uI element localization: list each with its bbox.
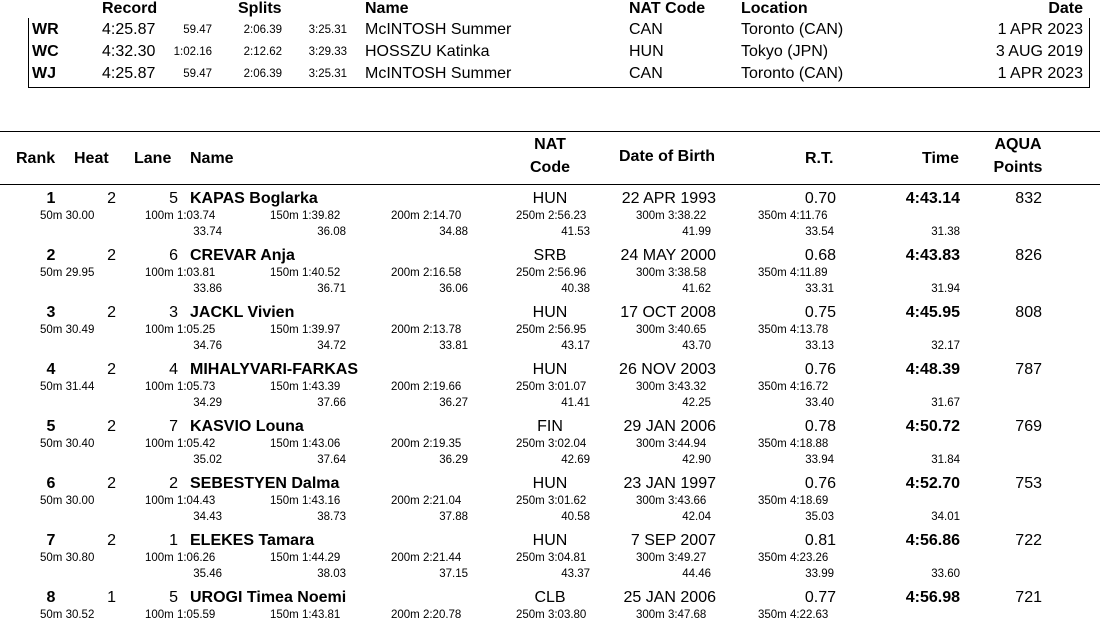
split-diff-300m: 41.99: [682, 226, 711, 238]
result-name: JACKL Vivien: [190, 304, 295, 321]
split-diff-150m: 38.03: [317, 568, 346, 580]
split-diff-300m: 42.90: [682, 454, 711, 466]
record-location: Toronto (CAN): [741, 65, 844, 82]
split-diff-200m: 36.29: [439, 454, 468, 466]
record-type: WJ: [32, 65, 56, 82]
split-300m: 300m 3:43.32: [636, 381, 707, 393]
record-name: HOSSZU Katinka: [365, 43, 490, 60]
split-150m: 150m 1:43.16: [270, 495, 341, 507]
split-diff-400m: 34.01: [931, 511, 960, 523]
record-split-2: 2:12.62: [243, 46, 282, 58]
split-300m: 300m 3:43.66: [636, 495, 707, 507]
split-250m: 250m 3:03.80: [516, 609, 587, 621]
split-350m: 350m 4:16.72: [758, 381, 829, 393]
result-reaction-time: 0.77: [804, 589, 836, 606]
record-location: Toronto (CAN): [741, 21, 844, 38]
result-time: 4:52.70: [905, 475, 960, 492]
result-rank: 4: [46, 361, 56, 378]
result-name: ELEKES Tamara: [190, 532, 315, 549]
records-header-record: Record: [102, 0, 158, 17]
split-200m: 200m 2:19.66: [391, 381, 462, 393]
record-split-3: 3:29.33: [308, 46, 347, 58]
split-50m: 50m 31.44: [40, 381, 95, 393]
record-type: WC: [32, 43, 59, 60]
result-rank: 7: [46, 532, 56, 549]
split-250m: 250m 3:01.07: [516, 381, 587, 393]
record-split-1: 59.47: [183, 68, 212, 80]
results-header-lane: Lane: [134, 150, 172, 167]
result-dob: 26 NOV 2003: [619, 361, 716, 378]
split-150m: 150m 1:44.29: [270, 552, 341, 564]
result-reaction-time: 0.68: [804, 247, 836, 264]
split-diff-200m: 34.88: [439, 226, 468, 238]
split-diff-400m: 33.60: [931, 568, 960, 580]
split-300m: 300m 3:44.94: [636, 438, 707, 450]
split-50m: 50m 30.40: [40, 438, 95, 450]
split-200m: 200m 2:16.58: [391, 267, 462, 279]
result-lane: 5: [169, 589, 178, 606]
record-type: WR: [32, 21, 59, 38]
records-header-nat: NAT Code: [629, 0, 706, 17]
result-rank: 2: [46, 247, 56, 264]
split-diff-350m: 33.54: [805, 226, 834, 238]
results-top-border: [0, 131, 1100, 132]
split-diff-250m: 41.41: [561, 397, 590, 409]
split-100m: 100m 1:05.42: [145, 438, 216, 450]
split-250m: 250m 3:01.62: [516, 495, 587, 507]
split-diff-250m: 41.53: [561, 226, 590, 238]
result-time: 4:56.98: [905, 589, 960, 606]
result-lane: 6: [169, 247, 178, 264]
result-reaction-time: 0.78: [804, 418, 836, 435]
split-350m: 350m 4:11.76: [758, 210, 828, 222]
result-points: 787: [1015, 361, 1042, 378]
record-nat: HUN: [629, 43, 664, 60]
records-bottom-border: [28, 87, 1090, 88]
result-heat: 2: [107, 475, 116, 492]
split-300m: 300m 3:40.65: [636, 324, 707, 336]
result-name: SEBESTYEN Dalma: [190, 475, 340, 492]
result-reaction-time: 0.81: [804, 532, 836, 549]
split-100m: 100m 1:05.25: [145, 324, 216, 336]
result-lane: 7: [169, 418, 178, 435]
split-diff-250m: 43.17: [561, 340, 590, 352]
split-50m: 50m 30.00: [40, 210, 95, 222]
split-diff-300m: 44.46: [682, 568, 711, 580]
split-diff-100m: 35.46: [193, 568, 222, 580]
split-50m: 50m 29.95: [40, 267, 95, 279]
result-dob: 29 JAN 2006: [623, 418, 716, 435]
split-diff-250m: 40.58: [561, 511, 590, 523]
split-250m: 250m 2:56.96: [516, 267, 587, 279]
results-header-heat: Heat: [74, 150, 109, 167]
result-dob: 25 JAN 2006: [623, 589, 716, 606]
result-points: 722: [1015, 532, 1042, 549]
split-diff-400m: 31.67: [931, 397, 960, 409]
result-points: 721: [1015, 589, 1042, 606]
split-100m: 100m 1:03.81: [145, 267, 216, 279]
results-header-dob: Date of Birth: [619, 148, 715, 165]
split-diff-150m: 34.72: [317, 340, 346, 352]
results-header-nat: NAT: [534, 136, 566, 153]
records-header-splits: Splits: [238, 0, 282, 17]
split-diff-100m: 33.74: [193, 226, 222, 238]
split-250m: 250m 3:04.81: [516, 552, 587, 564]
split-200m: 200m 2:19.35: [391, 438, 462, 450]
result-name: CREVAR Anja: [190, 247, 295, 264]
records-header-location: Location: [741, 0, 808, 17]
split-diff-350m: 33.40: [805, 397, 834, 409]
record-time: 4:25.87: [102, 21, 156, 38]
split-200m: 200m 2:13.78: [391, 324, 462, 336]
results-header-aqua: AQUA: [994, 136, 1042, 153]
record-split-2: 2:06.39: [243, 24, 282, 36]
results-header-time: Time: [922, 150, 960, 167]
record-nat: CAN: [629, 21, 663, 38]
result-nat: CLB: [534, 589, 566, 606]
split-diff-150m: 36.71: [317, 283, 346, 295]
split-200m: 200m 2:14.70: [391, 210, 462, 222]
split-100m: 100m 1:03.74: [145, 210, 216, 222]
result-dob: 24 MAY 2000: [620, 247, 716, 264]
split-150m: 150m 1:43.81: [270, 609, 341, 621]
split-diff-400m: 31.38: [931, 226, 960, 238]
split-150m: 150m 1:43.39: [270, 381, 341, 393]
split-diff-300m: 43.70: [682, 340, 711, 352]
split-diff-100m: 33.86: [193, 283, 222, 295]
result-dob: 7 SEP 2007: [630, 532, 716, 549]
split-200m: 200m 2:20.78: [391, 609, 462, 621]
result-reaction-time: 0.76: [804, 475, 836, 492]
split-350m: 350m 4:18.69: [758, 495, 829, 507]
split-100m: 100m 1:05.73: [145, 381, 216, 393]
result-lane: 5: [169, 190, 178, 207]
result-reaction-time: 0.75: [804, 304, 836, 321]
split-diff-400m: 32.17: [931, 340, 960, 352]
records-header-date: Date: [1048, 0, 1083, 17]
split-150m: 150m 1:39.97: [270, 324, 341, 336]
result-time: 4:45.95: [905, 304, 960, 321]
split-350m: 350m 4:11.89: [758, 267, 828, 279]
split-150m: 150m 1:43.06: [270, 438, 341, 450]
split-diff-150m: 36.08: [317, 226, 346, 238]
split-300m: 300m 3:38.58: [636, 267, 707, 279]
result-time: 4:43.83: [905, 247, 960, 264]
split-diff-300m: 41.62: [682, 283, 711, 295]
result-points: 769: [1015, 418, 1042, 435]
split-300m: 300m 3:47.68: [636, 609, 707, 621]
split-diff-400m: 31.94: [931, 283, 960, 295]
result-points: 826: [1015, 247, 1042, 264]
split-250m: 250m 3:02.04: [516, 438, 587, 450]
split-diff-350m: 35.03: [805, 511, 834, 523]
split-diff-100m: 34.76: [193, 340, 222, 352]
result-time: 4:48.39: [905, 361, 960, 378]
split-50m: 50m 30.52: [40, 609, 95, 621]
result-heat: 2: [107, 190, 116, 207]
results-header-name: Name: [190, 150, 234, 167]
record-name: McINTOSH Summer: [365, 65, 512, 82]
results-header-bottom-border: [0, 184, 1100, 185]
results-header-rt: R.T.: [805, 150, 834, 167]
record-split-3: 3:25.31: [308, 24, 347, 36]
split-diff-250m: 40.38: [561, 283, 590, 295]
split-100m: 100m 1:04.43: [145, 495, 216, 507]
split-diff-350m: 33.13: [805, 340, 834, 352]
split-diff-400m: 31.84: [931, 454, 960, 466]
split-diff-150m: 38.73: [317, 511, 346, 523]
split-50m: 50m 30.49: [40, 324, 95, 336]
record-split-1: 1:02.16: [173, 46, 212, 58]
result-name: MIHALYVARI-FARKAS: [190, 361, 359, 378]
result-heat: 2: [107, 361, 116, 378]
record-location: Tokyo (JPN): [741, 43, 829, 60]
split-diff-200m: 37.88: [439, 511, 468, 523]
result-reaction-time: 0.76: [804, 361, 836, 378]
result-lane: 3: [169, 304, 178, 321]
result-name: UROGI Timea Noemi: [190, 589, 347, 606]
result-time: 4:50.72: [905, 418, 960, 435]
split-300m: 300m 3:49.27: [636, 552, 707, 564]
split-diff-100m: 34.29: [193, 397, 222, 409]
split-100m: 100m 1:05.59: [145, 609, 216, 621]
result-points: 832: [1015, 190, 1042, 207]
result-nat: HUN: [532, 304, 568, 321]
result-lane: 2: [169, 475, 178, 492]
split-50m: 50m 30.00: [40, 495, 95, 507]
split-50m: 50m 30.80: [40, 552, 95, 564]
result-nat: HUN: [532, 190, 568, 207]
record-date: 1 APR 2023: [997, 21, 1083, 38]
split-diff-350m: 33.31: [805, 283, 834, 295]
split-diff-250m: 43.37: [561, 568, 590, 580]
split-350m: 350m 4:13.78: [758, 324, 829, 336]
result-time: 4:43.14: [905, 190, 960, 207]
result-name: KAPAS Boglarka: [190, 190, 318, 207]
records-left-border: [28, 18, 29, 87]
split-diff-150m: 37.66: [317, 397, 346, 409]
result-heat: 2: [107, 532, 116, 549]
result-reaction-time: 0.70: [804, 190, 836, 207]
result-name: KASVIO Louna: [190, 418, 304, 435]
result-time: 4:56.86: [905, 532, 960, 549]
result-lane: 4: [169, 361, 178, 378]
result-nat: HUN: [532, 532, 568, 549]
split-diff-200m: 36.27: [439, 397, 468, 409]
split-250m: 250m 2:56.95: [516, 324, 587, 336]
split-350m: 350m 4:22.63: [758, 609, 829, 621]
split-100m: 100m 1:06.26: [145, 552, 216, 564]
split-150m: 150m 1:39.82: [270, 210, 341, 222]
record-date: 1 APR 2023: [997, 65, 1083, 82]
split-diff-300m: 42.04: [682, 511, 711, 523]
split-200m: 200m 2:21.04: [391, 495, 462, 507]
result-rank: 6: [46, 475, 56, 492]
results-header-points: Points: [993, 159, 1043, 176]
record-time: 4:32.30: [102, 43, 156, 60]
record-nat: CAN: [629, 65, 663, 82]
record-date: 3 AUG 2019: [995, 43, 1083, 60]
split-diff-100m: 35.02: [193, 454, 222, 466]
split-300m: 300m 3:38.22: [636, 210, 707, 222]
record-split-3: 3:25.31: [308, 68, 347, 80]
result-heat: 2: [107, 418, 116, 435]
result-points: 753: [1015, 475, 1042, 492]
result-nat: HUN: [532, 475, 568, 492]
split-diff-300m: 42.25: [682, 397, 711, 409]
result-rank: 1: [46, 190, 56, 207]
result-nat: HUN: [532, 361, 568, 378]
split-200m: 200m 2:21.44: [391, 552, 462, 564]
result-rank: 3: [46, 304, 56, 321]
split-diff-250m: 42.69: [561, 454, 590, 466]
record-split-1: 59.47: [183, 24, 212, 36]
result-rank: 8: [46, 589, 56, 606]
split-diff-200m: 37.15: [439, 568, 468, 580]
split-350m: 350m 4:23.26: [758, 552, 829, 564]
result-dob: 17 OCT 2008: [620, 304, 716, 321]
result-rank: 5: [46, 418, 56, 435]
split-diff-200m: 33.81: [439, 340, 468, 352]
result-heat: 1: [107, 589, 116, 606]
records-right-border: [1089, 18, 1090, 87]
result-nat: FIN: [537, 418, 563, 435]
result-dob: 23 JAN 1997: [623, 475, 716, 492]
results-header-rank: Rank: [16, 150, 56, 167]
split-diff-350m: 33.94: [805, 454, 834, 466]
split-350m: 350m 4:18.88: [758, 438, 829, 450]
record-time: 4:25.87: [102, 65, 156, 82]
result-heat: 2: [107, 304, 116, 321]
results-header-code: Code: [530, 159, 570, 176]
split-diff-350m: 33.99: [805, 568, 834, 580]
record-split-2: 2:06.39: [243, 68, 282, 80]
result-lane: 1: [169, 532, 178, 549]
split-diff-200m: 36.06: [439, 283, 468, 295]
result-points: 808: [1015, 304, 1042, 321]
split-diff-100m: 34.43: [193, 511, 222, 523]
split-150m: 150m 1:40.52: [270, 267, 341, 279]
result-heat: 2: [107, 247, 116, 264]
split-250m: 250m 2:56.23: [516, 210, 587, 222]
record-name: McINTOSH Summer: [365, 21, 512, 38]
split-diff-150m: 37.64: [317, 454, 346, 466]
result-dob: 22 APR 1993: [621, 190, 716, 207]
result-nat: SRB: [533, 247, 567, 264]
records-header-name: Name: [365, 0, 409, 17]
